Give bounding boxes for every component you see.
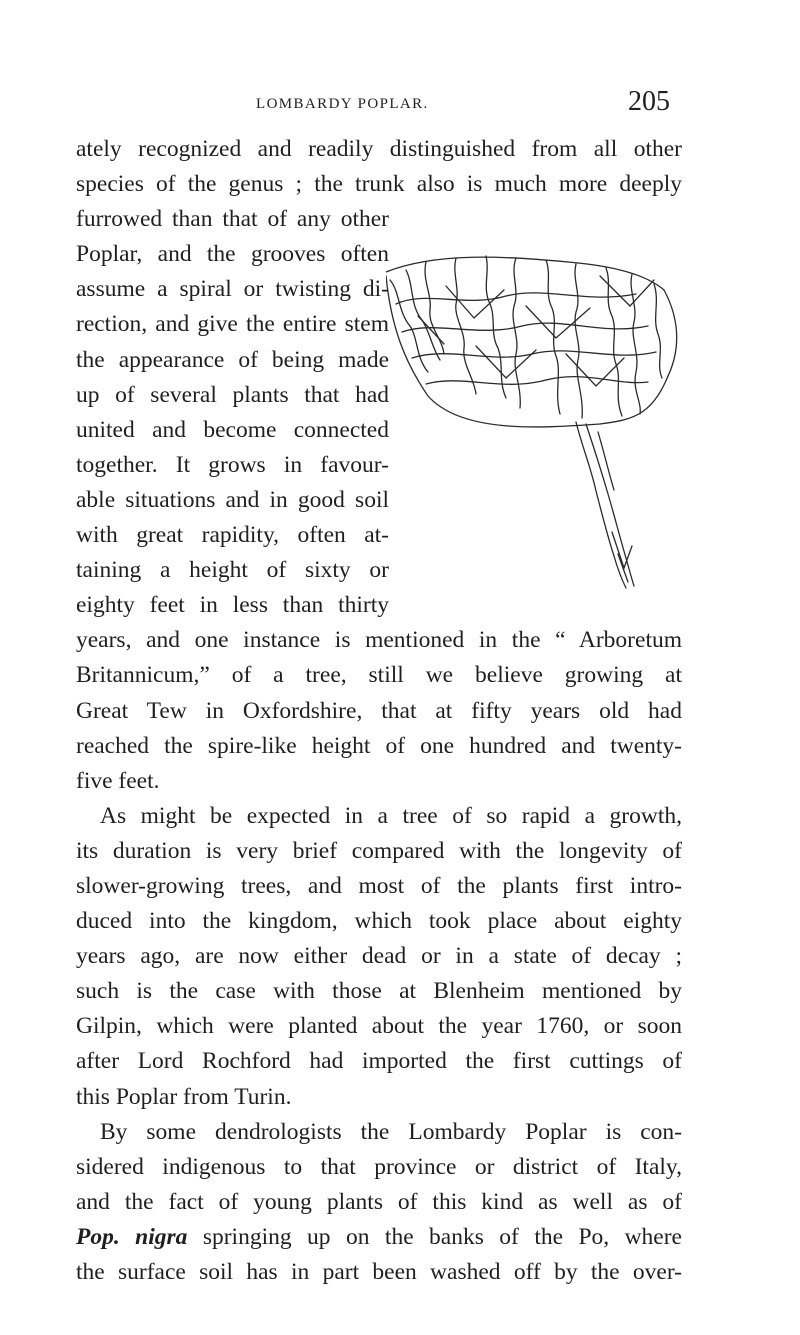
text-line: after Lord Rochford had imported the first cuttings of bbox=[76, 1048, 682, 1075]
text-line: By some dendrologists the Lombardy Poplar is con- bbox=[100, 1118, 682, 1145]
text-line: Poplar, and the grooves often bbox=[76, 241, 389, 268]
text-line: ately recognized and readily distinguished from all other bbox=[76, 136, 682, 162]
text-line bbox=[76, 1220, 682, 1255]
paragraph-2 bbox=[76, 799, 682, 1115]
text-fragment: springing up on the banks of the Po, where bbox=[187, 1223, 682, 1250]
paragraph-3 bbox=[76, 1115, 682, 1290]
text-line: duced into the kingdom, which took place about eighty bbox=[76, 908, 682, 935]
text-line: reached the spire-like height of one hundred and twenty- bbox=[76, 732, 682, 759]
text-line: the surface soil has in part been washed off by the over- bbox=[76, 1259, 682, 1285]
text-line: this Poplar from Turin. bbox=[76, 1083, 292, 1110]
running-title: LOMBARDY POPLAR. bbox=[256, 96, 429, 112]
text-line: eighty feet in less than thirty bbox=[76, 592, 389, 619]
body-text bbox=[76, 132, 682, 1290]
text-line: assume a spiral or twisting di- bbox=[76, 276, 389, 303]
text-line: such is the case with those at Blenheim mentioned by bbox=[76, 978, 682, 1005]
text-line: together. It grows in favour- bbox=[76, 451, 389, 478]
running-header bbox=[0, 84, 800, 124]
text-line: with great rapidity, often at- bbox=[76, 522, 389, 549]
text-line: able situations and in good soil bbox=[76, 486, 389, 513]
page-number: 205 bbox=[628, 86, 670, 117]
species-name: Pop. nigra bbox=[76, 1223, 188, 1250]
text-line: species of the genus ; the trunk also is much more deeply bbox=[76, 171, 682, 198]
text-line: sidered indigenous to that province or district of Italy, bbox=[76, 1153, 682, 1180]
text-line: united and become connected bbox=[76, 416, 389, 443]
text-line: Great Tew in Oxfordshire, that at fifty years old had bbox=[76, 697, 682, 724]
text-line: the appearance of being made bbox=[76, 346, 389, 373]
text-line: Britannicum,” of a tree, still we believe growing at bbox=[76, 662, 682, 689]
text-line: five feet. bbox=[76, 767, 160, 794]
text-line: its duration is very brief compared with the longevity of bbox=[76, 837, 682, 864]
text-line: slower-growing trees, and most of the plants first intro- bbox=[76, 872, 682, 899]
text-line: Gilpin, which were planted about the year 1760, or soon bbox=[76, 1013, 682, 1040]
text-line: furrowed than that of any other bbox=[76, 206, 389, 233]
text-line: As might be expected in a tree of so rapid a growth, bbox=[100, 802, 682, 829]
text-line: rection, and give the entire stem bbox=[76, 311, 389, 338]
text-line: years ago, are now either dead or in a state of decay ; bbox=[76, 943, 682, 970]
text-line: and the fact of young plants of this kind as well as of bbox=[76, 1188, 682, 1215]
text-line: years, and one instance is mentioned in the “ Arboretum bbox=[76, 627, 682, 654]
paragraph-1 bbox=[76, 132, 682, 799]
text-line: up of several plants that had bbox=[76, 381, 389, 408]
text-line: taining a height of sixty or bbox=[76, 557, 389, 584]
